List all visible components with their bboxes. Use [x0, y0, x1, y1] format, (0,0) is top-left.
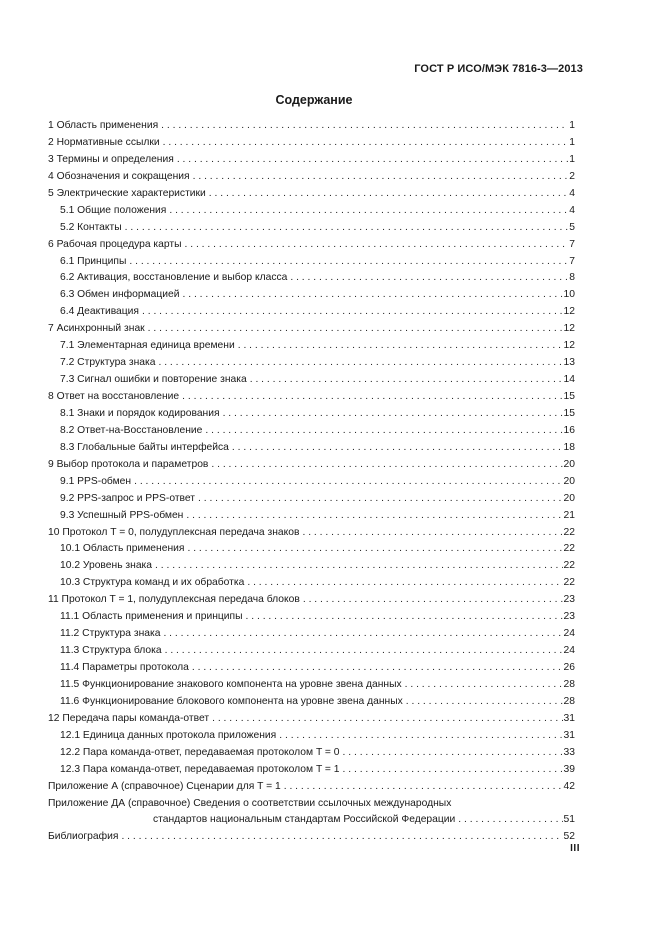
toc-dot-leader	[162, 643, 563, 660]
toc-dot-leader	[126, 254, 568, 271]
toc-entry-label: 5.1 Общие положения	[60, 204, 167, 216]
toc-entry-page: 23	[563, 594, 575, 606]
toc-entry-label: Приложение А (справочное) Сценарии для T = 1	[48, 780, 281, 792]
toc-entry[interactable]	[48, 575, 575, 592]
toc-entry[interactable]	[48, 406, 575, 423]
toc-entry-label-continued: стандартов национальным стандартам Российской Федерации	[153, 814, 456, 826]
toc-entry-label: 11.5 Функционирование знакового компонента на уровне звена данных	[60, 678, 402, 690]
toc-entry-page: 26	[563, 662, 575, 673]
toc-entry-label: 8.1 Знаки и порядок кодирования	[60, 407, 220, 419]
toc-entry-page: 42	[563, 780, 575, 792]
toc-entry-page: 8	[569, 272, 575, 284]
toc-dot-leader	[139, 304, 563, 321]
toc-entry-label: 12.3 Пара команда-ответ, передаваемая протоколом T = 1	[60, 763, 340, 775]
toc-entry-page: 5	[569, 221, 575, 233]
toc-dot-leader	[118, 829, 562, 846]
toc-entry-label: 11 Протокол T = 1, полудуплексная передача блоков	[48, 594, 300, 606]
toc-entry[interactable]	[48, 118, 575, 135]
toc-entry[interactable]	[48, 321, 575, 338]
toc-dot-leader	[155, 355, 562, 372]
toc-entry[interactable]	[48, 829, 575, 846]
toc-entry-page: 22	[563, 577, 575, 589]
toc-entry-label: 11.4 Параметры протокола	[60, 662, 189, 673]
toc-entry-page: 20	[563, 492, 575, 504]
toc-entry[interactable]	[48, 508, 575, 525]
toc-dot-leader	[220, 406, 563, 423]
toc-entry-label: 8.3 Глобальные байты интерфейса	[60, 441, 229, 453]
toc-entry-page: 20	[563, 458, 575, 470]
toc-dot-leader	[131, 474, 562, 491]
toc-dot-leader	[195, 491, 563, 508]
toc-entry-label: 12.1 Единица данных протокола приложения	[60, 729, 277, 741]
toc-entry[interactable]	[48, 592, 575, 609]
toc-entry[interactable]	[48, 643, 575, 660]
toc-entry-page: 1	[569, 136, 575, 148]
toc-entry-label: 1 Область применения	[48, 120, 159, 131]
toc-entry-label: 8 Ответ на восстановление	[48, 391, 180, 402]
toc-entry[interactable]	[48, 304, 575, 321]
toc-dot-leader	[208, 457, 562, 474]
toc-entry[interactable]	[48, 626, 575, 643]
toc-entry-page: 52	[563, 831, 575, 843]
toc-dot-leader	[189, 660, 563, 677]
toc-entry-label: 10.3 Структура команд и их обработка	[60, 577, 245, 589]
toc-entry-page: 31	[563, 712, 575, 724]
toc-entry-label: Приложение ДА (справочное) Сведения о соответствии ссылочных международных	[48, 797, 452, 809]
toc-entry-page: 4	[569, 204, 575, 216]
toc-entry-label: 9 Выбор протокола и параметров	[48, 458, 209, 470]
toc-dot-leader	[145, 321, 563, 338]
toc-dot-leader	[455, 812, 562, 829]
toc-dot-leader	[403, 694, 563, 711]
toc-entry-label: 3 Термины и определения	[48, 153, 174, 165]
toc-entry[interactable]	[48, 186, 575, 203]
toc-dot-leader	[276, 728, 562, 745]
toc-dot-leader	[174, 152, 568, 169]
toc-dot-leader	[340, 762, 563, 779]
toc-entry-label: 7.3 Сигнал ошибки и повторение знака	[60, 374, 247, 386]
toc-entry[interactable]	[48, 389, 575, 406]
toc-entry[interactable]	[48, 694, 575, 711]
toc-entry[interactable]	[48, 796, 575, 830]
toc-entry-label: 12 Передача пары команда-ответ	[48, 712, 210, 724]
toc-entry[interactable]	[48, 135, 575, 152]
toc-entry-page: 13	[563, 357, 575, 369]
toc-entry-label: 10.1 Область применения	[60, 543, 185, 555]
toc-dot-leader	[229, 440, 563, 457]
toc-entry-page: 23	[563, 611, 575, 623]
toc-entry-page: 24	[563, 628, 575, 640]
toc-dot-leader	[160, 626, 562, 643]
toc-dot-leader	[180, 287, 563, 304]
toc-entry[interactable]	[48, 237, 575, 254]
toc-entry[interactable]	[48, 711, 575, 728]
toc-entry[interactable]	[48, 169, 575, 186]
toc-entry-page: 21	[563, 509, 575, 521]
page-number: III	[570, 843, 580, 854]
toc-entry-label: 10.2 Уровень знака	[60, 560, 153, 572]
toc-dot-leader	[166, 203, 568, 220]
toc-entry-page: 12	[563, 306, 575, 318]
toc-dot-leader	[202, 423, 562, 440]
toc-dot-leader	[247, 372, 563, 389]
toc-dot-leader	[209, 711, 562, 728]
toc-entry-label: 11.2 Структура знака	[60, 628, 161, 640]
toc-entry[interactable]	[48, 152, 575, 169]
toc-entry-page: 39	[563, 763, 575, 775]
toc-entry-page: 1	[569, 153, 575, 165]
toc-entry[interactable]	[48, 745, 575, 762]
document-code-header: ГОСТ Р ИСО/МЭК 7816-3—2013	[414, 63, 583, 75]
toc-entry[interactable]	[48, 220, 575, 237]
toc-entry-label: 6.2 Активация, восстановление и выбор класса	[60, 272, 288, 284]
toc-dot-leader	[182, 237, 569, 254]
toc-entry[interactable]	[48, 254, 575, 271]
toc-entry[interactable]	[48, 372, 575, 389]
toc-entry[interactable]	[48, 491, 575, 508]
toc-entry-label: 9.1 PPS-обмен	[60, 475, 132, 487]
toc-entry[interactable]	[48, 558, 575, 575]
toc-entry-page: 7	[569, 238, 575, 250]
toc-entry-label: 8.2 Ответ-на-Восстановление	[60, 424, 203, 436]
toc-dot-leader	[402, 677, 563, 694]
toc-entry-label: 11.1 Область применения и принципы	[60, 611, 243, 623]
toc-entry[interactable]	[48, 677, 575, 694]
toc-entry-page: 15	[563, 407, 575, 419]
toc-entry[interactable]	[48, 525, 575, 542]
toc-dot-leader	[179, 389, 562, 406]
toc-dot-leader	[243, 609, 563, 626]
toc-entry-page: 12	[563, 323, 575, 335]
toc-entry-label: 5 Электрические характеристики	[48, 187, 206, 199]
toc-entry-page: 15	[563, 391, 575, 402]
toc-entry-page: 16	[563, 424, 575, 436]
toc-dot-leader	[287, 270, 568, 287]
toc-entry-label: 11.6 Функционирование блокового компонента на уровне звена данных	[60, 695, 403, 707]
toc-entry-page: 33	[563, 746, 575, 758]
toc-entry-page: 12	[563, 340, 575, 352]
toc-entry-page: 51	[563, 814, 575, 826]
table-of-contents	[48, 118, 575, 846]
toc-entry-label: 6.4 Деактивация	[60, 306, 139, 318]
toc-dot-leader	[184, 541, 562, 558]
toc-entry[interactable]	[48, 457, 575, 474]
toc-entry-page: 22	[563, 560, 575, 572]
toc-entry[interactable]	[48, 203, 575, 220]
page-title: Содержание	[275, 93, 353, 107]
toc-dot-leader	[299, 525, 562, 542]
toc-entry[interactable]	[48, 728, 575, 745]
toc-entry-label: 7.2 Структура знака	[60, 357, 156, 369]
toc-entry-page: 7	[569, 255, 575, 267]
toc-entry-label: 7 Асинхронный знак	[48, 323, 145, 335]
toc-entry-label: 12.2 Пара команда-ответ, передаваемая протоколом T = 0	[60, 746, 340, 758]
toc-entry-label: 10 Протокол T = 0, полудуплексная передача знаков	[48, 526, 300, 538]
toc-dot-leader	[152, 558, 563, 575]
toc-entry-label: 6.3 Обмен информацией	[60, 289, 180, 301]
toc-entry-label: 7.1 Элементарная единица времени	[60, 340, 235, 352]
toc-entry-label: 2 Нормативные ссылки	[48, 136, 160, 148]
toc-entry[interactable]	[48, 762, 575, 779]
toc-entry-page: 31	[563, 729, 575, 741]
toc-dot-leader	[340, 745, 563, 762]
toc-entry[interactable]	[48, 541, 575, 558]
toc-entry-label: 4 Обозначения и сокращения	[48, 170, 190, 182]
toc-entry-page: 20	[563, 475, 575, 487]
toc-entry[interactable]	[48, 338, 575, 355]
toc-entry-page: 14	[563, 374, 575, 386]
toc-entry-page: 24	[563, 645, 575, 657]
toc-dot-leader	[160, 135, 569, 152]
toc-dot-leader	[158, 118, 568, 135]
toc-entry-label: 9.3 Успешный PPS-обмен	[60, 509, 184, 521]
toc-dot-leader	[235, 338, 563, 355]
toc-entry-page: 18	[563, 441, 575, 453]
toc-entry[interactable]	[48, 355, 575, 372]
toc-entry[interactable]	[48, 660, 575, 677]
toc-entry-page: 28	[563, 678, 575, 690]
toc-dot-leader	[281, 779, 563, 796]
toc-entry[interactable]	[48, 270, 575, 287]
toc-entry[interactable]	[48, 779, 575, 796]
toc-entry[interactable]	[48, 609, 575, 626]
toc-entry-page: 22	[563, 526, 575, 538]
toc-entry-page: 22	[563, 543, 575, 555]
toc-entry-label: 11.3 Структура блока	[60, 645, 162, 657]
toc-entry-page: 10	[563, 289, 575, 301]
toc-entry[interactable]	[48, 287, 575, 304]
toc-entry-page: 2	[569, 170, 575, 182]
toc-dot-leader	[190, 169, 569, 186]
toc-dot-leader	[122, 220, 569, 237]
toc-entry-page: 1	[569, 120, 575, 131]
toc-entry[interactable]	[48, 423, 575, 440]
toc-entry[interactable]	[48, 440, 575, 457]
toc-dot-leader	[244, 575, 562, 592]
toc-entry-label: 6 Рабочая процедура карты	[48, 238, 182, 250]
toc-entry-page: 4	[569, 187, 575, 199]
toc-entry-label: 6.1 Принципы	[60, 255, 127, 267]
toc-entry[interactable]	[48, 474, 575, 491]
toc-entry-label: Библиография	[48, 831, 119, 843]
toc-dot-leader	[206, 186, 568, 203]
toc-entry-page: 28	[563, 695, 575, 707]
toc-entry-label: 5.2 Контакты	[60, 221, 122, 233]
toc-dot-leader	[300, 592, 563, 609]
toc-entry-label: 9.2 PPS-запрос и PPS-ответ	[60, 492, 196, 504]
toc-dot-leader	[183, 508, 562, 525]
